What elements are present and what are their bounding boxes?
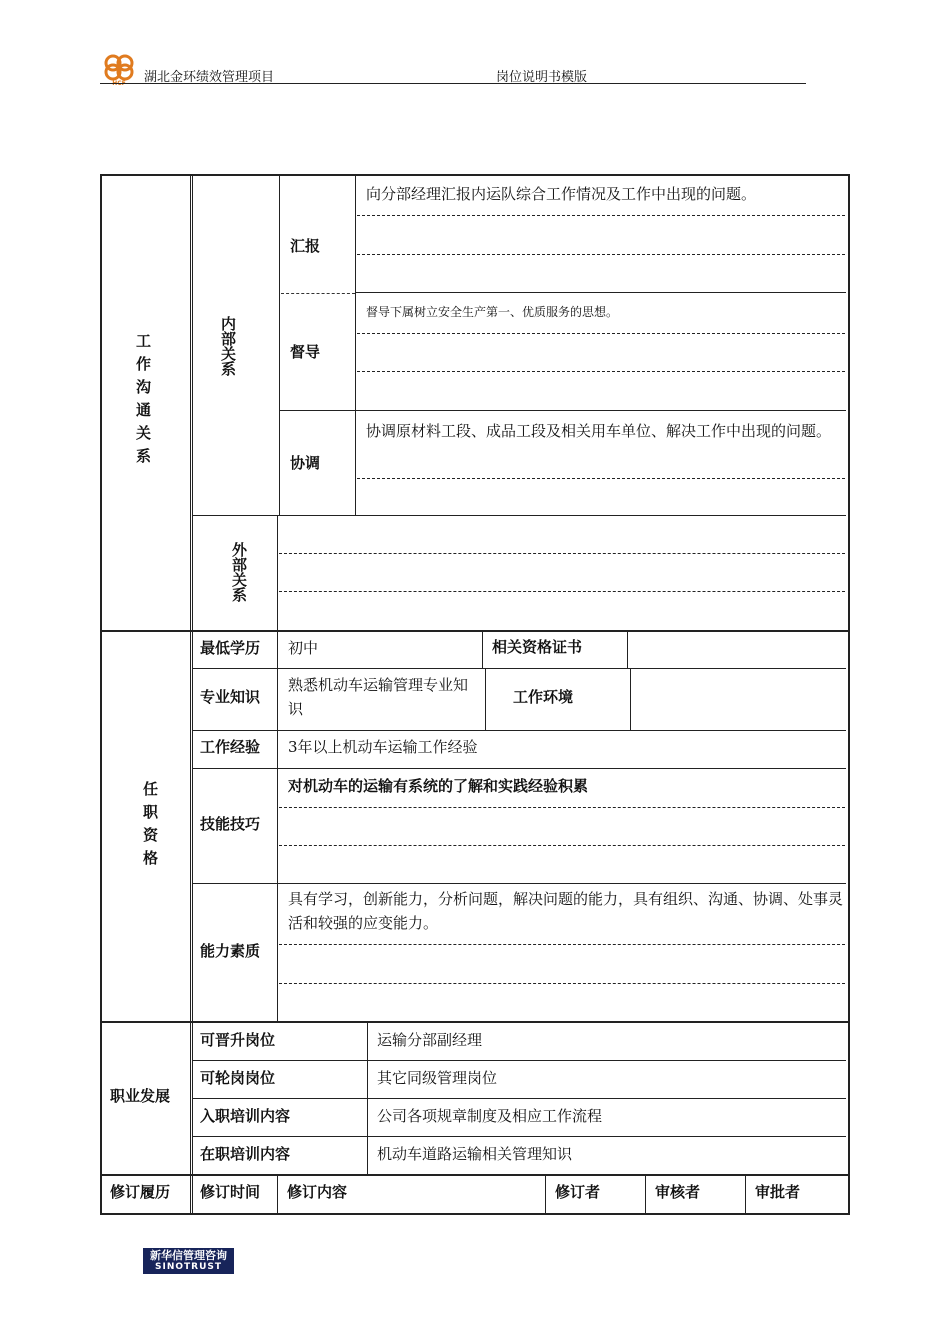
report-label: 汇报 <box>290 237 321 255</box>
row-divider <box>192 1060 846 1061</box>
blank-line <box>357 478 845 479</box>
page-header <box>100 52 806 86</box>
internal-relations-label: 内部关系 <box>219 316 237 376</box>
skills-value: 对机动车的运输有系统的了解和实践经验积累 <box>288 777 589 795</box>
header-rule <box>100 83 806 84</box>
knowledge-value: 熟悉机动车运输管理专业知识 <box>288 676 469 718</box>
row-divider <box>192 1136 846 1137</box>
coordinate-text: 协调原材料工段、成品工段及相关用车单位、解决工作中出现的问题。 <box>366 422 832 440</box>
education-value: 初中 <box>288 639 319 657</box>
row-divider <box>279 410 846 411</box>
certificate-label: 相关资格证书 <box>492 638 583 656</box>
col-divider <box>277 632 278 1022</box>
blank-line <box>279 807 845 808</box>
abilities-value: 具有学习，创新能力，分析问题，解决问题的能力，具有组织、沟通、协调、处事灵活和较强的应变能力。 <box>288 890 844 932</box>
knowledge-label: 专业知识 <box>200 688 261 706</box>
supervise-text: 督导下属树立安全生产第一、优质服务的思想。 <box>366 305 619 319</box>
col-divider <box>645 1176 646 1213</box>
revision-time-header: 修订时间 <box>200 1183 261 1201</box>
section-divider <box>102 1021 848 1023</box>
blank-line <box>279 845 845 846</box>
col-divider-3 <box>355 176 356 516</box>
abilities-label: 能力素质 <box>200 942 261 960</box>
blank-line <box>279 553 845 554</box>
section-label-qualifications: 任职资格 <box>141 781 159 873</box>
col-divider-1b <box>192 176 193 1213</box>
col-divider <box>630 668 631 730</box>
hcf-logo-icon <box>100 52 138 86</box>
section-label-communication: 工作沟通关系 <box>134 333 152 471</box>
col-divider <box>485 668 486 730</box>
footer-brand-en: SINOTRUST <box>154 1262 222 1272</box>
company-name: 湖北金环绩效管理项目 <box>144 70 275 85</box>
environment-label: 工作环境 <box>513 688 574 706</box>
approver-header: 审批者 <box>755 1183 801 1201</box>
row-divider <box>192 515 846 516</box>
section-divider <box>102 1174 848 1176</box>
experience-label: 工作经验 <box>200 738 261 756</box>
col-divider-1 <box>190 176 191 1213</box>
blank-line <box>357 215 845 216</box>
rotation-label: 可轮岗岗位 <box>200 1069 276 1087</box>
row-divider <box>192 883 846 884</box>
inservice-value: 机动车道路运输相关管理知识 <box>377 1145 573 1163</box>
sinotrust-logo <box>143 1248 234 1274</box>
inservice-label: 在职培训内容 <box>200 1145 291 1163</box>
footer-brand-cn: 新华信管理咨询 <box>150 1249 227 1262</box>
reviewer-header: 审核者 <box>655 1183 701 1201</box>
rotation-value: 其它同级管理岗位 <box>377 1069 498 1087</box>
col-divider <box>277 515 278 631</box>
row-divider <box>192 668 846 669</box>
blank-line <box>279 983 845 984</box>
col-divider <box>277 1176 278 1213</box>
onboarding-value: 公司各项规章制度及相应工作流程 <box>377 1107 603 1125</box>
reviser-header: 修订者 <box>555 1183 601 1201</box>
col-divider <box>745 1176 746 1213</box>
report-text: 向分部经理汇报内运队综合工作情况及工作中出现的问题。 <box>366 185 757 203</box>
section-divider <box>102 630 848 632</box>
row-divider <box>192 730 846 731</box>
promotion-label: 可晋升岗位 <box>200 1031 276 1049</box>
promotion-value: 运输分部副经理 <box>377 1031 483 1049</box>
education-label: 最低学历 <box>200 639 261 657</box>
revision-content-header: 修订内容 <box>287 1183 348 1201</box>
col-divider-2 <box>279 176 280 516</box>
blank-line <box>357 371 845 372</box>
revision-label: 修订履历 <box>110 1183 171 1201</box>
experience-value: 3年以上机动车运输工作经验 <box>288 738 478 756</box>
col-divider <box>367 1023 368 1175</box>
external-relations-label: 外部关系 <box>230 542 248 602</box>
row-divider <box>355 292 846 293</box>
logo-text: HCF <box>112 80 126 86</box>
row-divider <box>192 1098 846 1099</box>
blank-line <box>357 333 845 334</box>
skills-label: 技能技巧 <box>200 815 261 833</box>
row-divider <box>192 768 846 769</box>
supervise-label: 督导 <box>290 343 321 361</box>
document-type: 岗位说明书模版 <box>496 70 588 85</box>
onboarding-label: 入职培训内容 <box>200 1107 291 1125</box>
section-label-career: 职业发展 <box>110 1087 171 1105</box>
blank-line <box>279 944 845 945</box>
col-divider <box>482 632 483 668</box>
col-divider <box>627 632 628 668</box>
col-divider <box>545 1176 546 1213</box>
blank-line <box>279 591 845 592</box>
blank-line <box>357 254 845 255</box>
row-divider <box>281 293 355 294</box>
coordinate-label: 协调 <box>290 454 321 472</box>
